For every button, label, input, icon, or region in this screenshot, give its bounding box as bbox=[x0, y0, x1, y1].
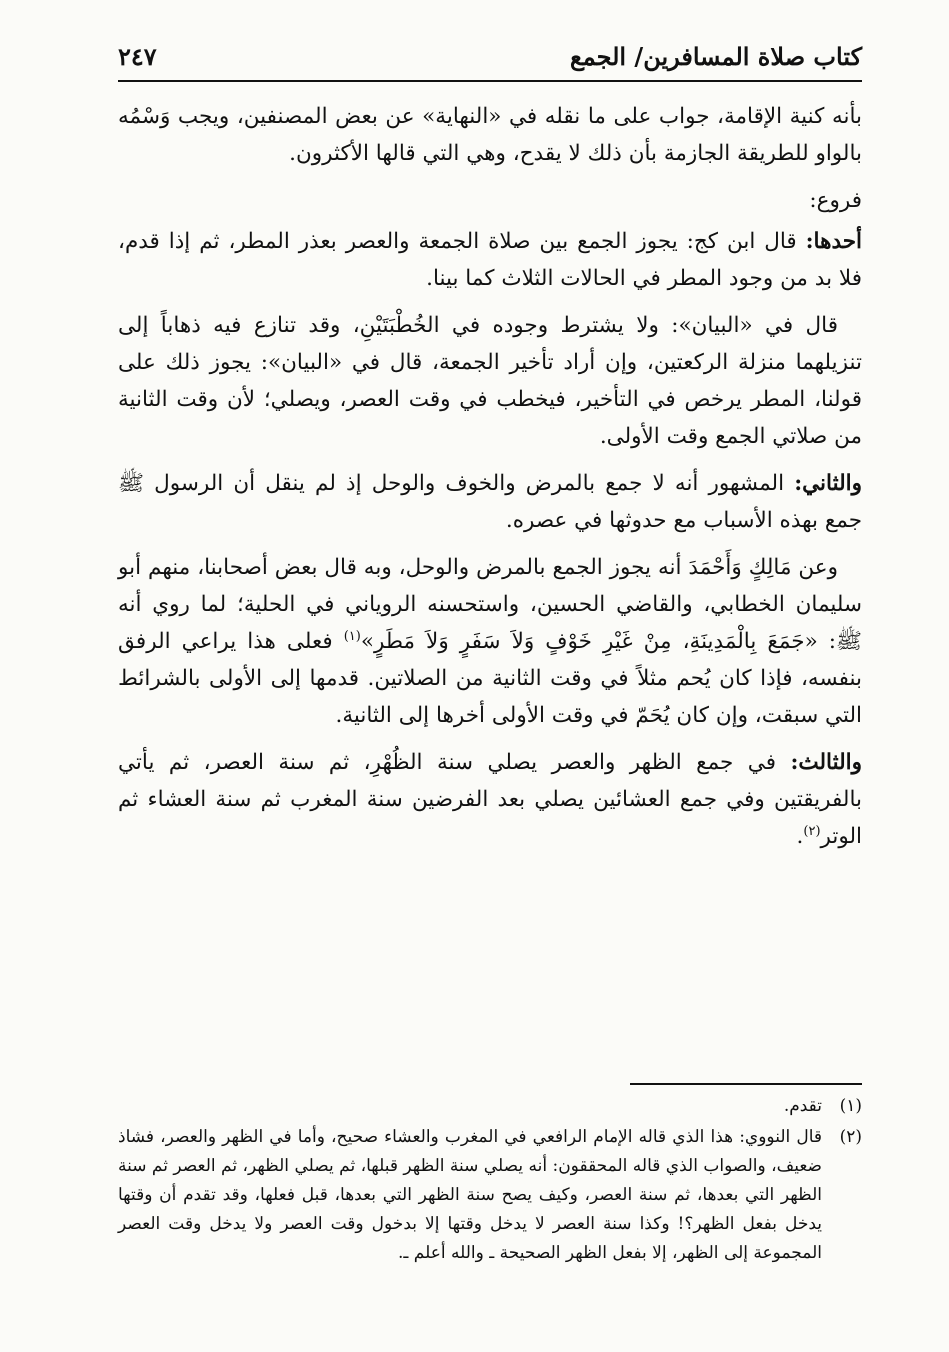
running-header-title: كتاب صلاة المسافرين/ الجمع bbox=[569, 42, 862, 71]
paragraph-text: وعن مَالِكٍ وَأَحْمَدَ أنه يجوز الجمع بالمرض والوحل، وبه قال بعض أصحابنا، منهم أبو سليمان الخطابي، والقاضي الحسين، واستحسنه الروياني في الحلية؛ لما روي أنه ﷺ: «جَمَعَ بِالْمَدِينَةِ، مِنْ غَيْرِ خَوْفٍ وَلاَ سَفَرٍ وَلاَ مَطَرٍ» bbox=[118, 555, 862, 654]
footnote-number: (٢) bbox=[839, 1127, 862, 1147]
paragraph-text: المشهور أنه لا جمع بالمرض والخوف والوحل إذ لم ينقل أن الرسول ﷺ جمع بهذه الأسباب مع حدوثها في عصره. bbox=[118, 471, 862, 533]
paragraph-bayan bbox=[118, 307, 862, 455]
paragraph-text: قال في «البيان»: ولا يشترط وجوده في الخُطْبَتَيْنِ، وقد تنازع فيه ذهاباً إلى تنزيلهما منزلة الركعتين، وإن أراد تأخير الجمعة، قال في «البيان»: يجوز ذلك على قولنا، المطر يرخص في التأخير، فيخطب في وقت العصر، ويصلي؛ لأن وقت الثانية من صلاتي الجمع وقت الأولى. bbox=[118, 313, 862, 449]
paragraph-text: في جمع الظهر والعصر يصلي سنة الظُهْرِ، ثم سنة العصر، ثم يأتي بالفريقتين وفي جمع العشائين يصلي بعد الفرضين سنة المغرب ثم سنة العشاء ثم الوتر bbox=[118, 750, 862, 849]
footnote-text: تقدم. bbox=[783, 1096, 822, 1116]
paragraph-first-branch bbox=[118, 223, 862, 297]
footnote-reference[interactable]: (١) bbox=[343, 628, 361, 644]
branches-heading bbox=[118, 182, 862, 219]
paragraph-1 bbox=[118, 98, 862, 172]
running-header bbox=[118, 36, 862, 78]
footnotes bbox=[118, 1092, 862, 1270]
paragraph-text: قال ابن كج: يجوز الجمع بين صلاة الجمعة والعصر بعذر المطر، ثم إذا قدم، فلا بد من وجود المطر في الحالات الثلاث كما بينا. bbox=[118, 229, 862, 291]
paragraph-text: بأنه كنية الإقامة، جواب على ما نقله في «النهاية» عن بعض المصنفين، ويجب وَسْمُه بالواو للطريقة الجازمة بأن ذلك لا يقدح، وهي التي قالها الأكثرون. bbox=[118, 104, 862, 166]
header-rule bbox=[118, 80, 862, 82]
paragraph-text: . bbox=[796, 824, 804, 849]
paragraph-third-branch bbox=[118, 744, 862, 855]
footnote-item bbox=[118, 1123, 862, 1268]
footnote-number: (١) bbox=[839, 1096, 862, 1116]
footnote-item bbox=[118, 1092, 862, 1121]
page-number: ٢٤٧ bbox=[118, 42, 157, 71]
paragraph-text: فروع: bbox=[809, 188, 862, 213]
paragraph-text: فعلى هذا يراعي الرفق بنفسه، فإذا كان يُحم مثلاً في وقت الثانية من الصلاتين. قدمها إلى الأولى بالشرائط التي سبقت، وإن كان يُحَمّ في وقت الأولى أخرها إلى الثانية. bbox=[118, 629, 862, 728]
footnote-text: قال النووي: هذا الذي قاله الإمام الرافعي في المغرب والعشاء صحيح، وأما في الظهر والعصر، فشاذ ضعيف، والصواب الذي قاله المحققون: أنه يصلي سنة الظهر قبلها، ثم يصلي الظهر، ثم العصر ثم سنة الظهر التي بعدها، ثم سنة العصر، وكيف يصح سنة الظهر التي بعدها، قبل فعلها، وقد تقدم أن وقتها يدخل بفعل الظهر؟! وكذا سنة العصر لا يدخل وقتها إلا بدخول وقت العصر ولا يدخل وقت العصر المجموعة إلى الظهر، إلا بفعل الظهر الصحيحة ـ والله أعلم ـ. bbox=[118, 1127, 822, 1263]
footnote-separator bbox=[630, 1083, 862, 1085]
main-text bbox=[118, 98, 862, 865]
paragraph-lead: والثاني: bbox=[794, 471, 862, 496]
footnote-reference[interactable]: (٢) bbox=[803, 823, 821, 839]
paragraph-lead: أحدها: bbox=[805, 229, 862, 254]
paragraph-second-branch bbox=[118, 465, 862, 539]
paragraph-malik-ahmad bbox=[118, 549, 862, 734]
paragraph-lead: والثالث: bbox=[790, 750, 862, 775]
